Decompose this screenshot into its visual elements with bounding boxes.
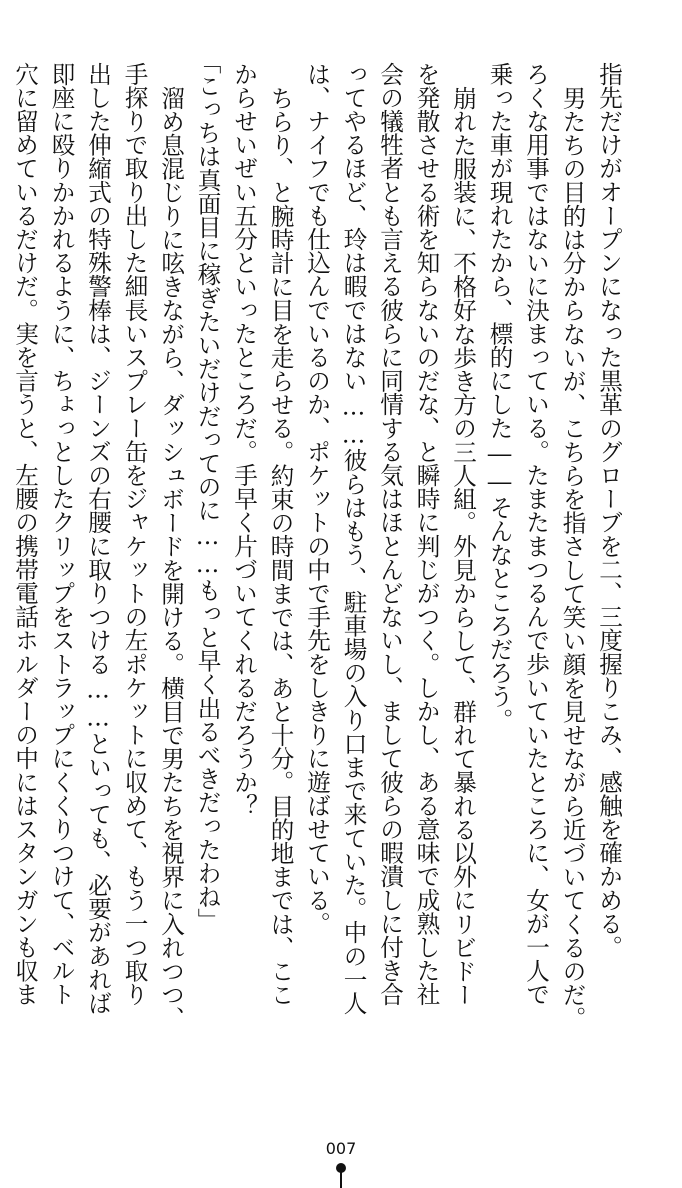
marker-stem — [340, 1172, 342, 1188]
text-line: 男たちの目的は分からないが、こちらを指さして笑い顔を見せながら近づいてくるのだ。 — [558, 85, 587, 1030]
text-line: 即座に殴りかかれるように、ちょっとしたクリップをストラップにくくりつけて、ベルト — [47, 62, 76, 1006]
text-line: ろくな用事ではないに決まっている。たまたまつるんで歩いていたところに、女が一人で — [522, 62, 550, 1006]
text-line: 穴に留めているだけだ。実を言うと、左腰の携帯電話ホルダーの中にはスタンガンも収ま — [11, 62, 39, 1006]
page-marker-icon — [334, 1163, 348, 1188]
text-line: ってやるほど、玲は暇ではない……彼らはもう、駐車場の入り口まで来ていた。中の一人 — [339, 62, 368, 1015]
text-line: 乗った車が現れたから、標的にした――そんなところだろう。 — [485, 62, 514, 732]
page-number: 007 — [325, 1139, 357, 1158]
text-line: ちらり、と腕時計に目を走らせる。約束の時間までは、あと十分。目的地までは、ここ — [266, 85, 295, 1006]
text-line: からせいぜい五分といったところだ。手早く片づいてくれるだろうか？ — [230, 62, 258, 818]
dialogue-line: 「こっちは真面目に稼ぎたいだけだってのに……もっと早く出るべきだったわね」 — [193, 50, 222, 933]
text-line: 崩れた服装に、不格好な歩き方の三人組。外見からして、群れて暴れる以外にリビドー — [449, 85, 477, 1006]
vertical-text-block — [7, 50, 628, 1030]
text-line: 溜め息混じりに呟きながら、ダッシュボードを開ける。横目で男たちを視界に入れつつ、 — [157, 85, 185, 1030]
text-line: 手探りで取り出した細長いスプレー缶をジャケットの左ポケットに収めて、もう一つ取り — [120, 62, 149, 1006]
text-line: は、ナイフでも仕込んでいるのか、ポケットの中で手先をしきりに遊ばせている。 — [303, 62, 331, 936]
text-line: 指先だけがオープンになった黒革のグローブを二、三度握りこみ、感触を確かめる。 — [595, 62, 623, 959]
text-line: 会の犠牲者とも言える彼らに同情する気はほとんどないし、まして彼らの暇潰しに付き合 — [376, 62, 404, 1006]
text-line: を発散させる術を知らないのだな、と瞬時に判じがつく。しかし、ある意味で成熟した社 — [412, 62, 441, 1006]
text-line: 出した伸縮式の特殊警棒は、ジーンズの右腰に取りつける……といっても、必要があれば — [84, 62, 112, 1015]
